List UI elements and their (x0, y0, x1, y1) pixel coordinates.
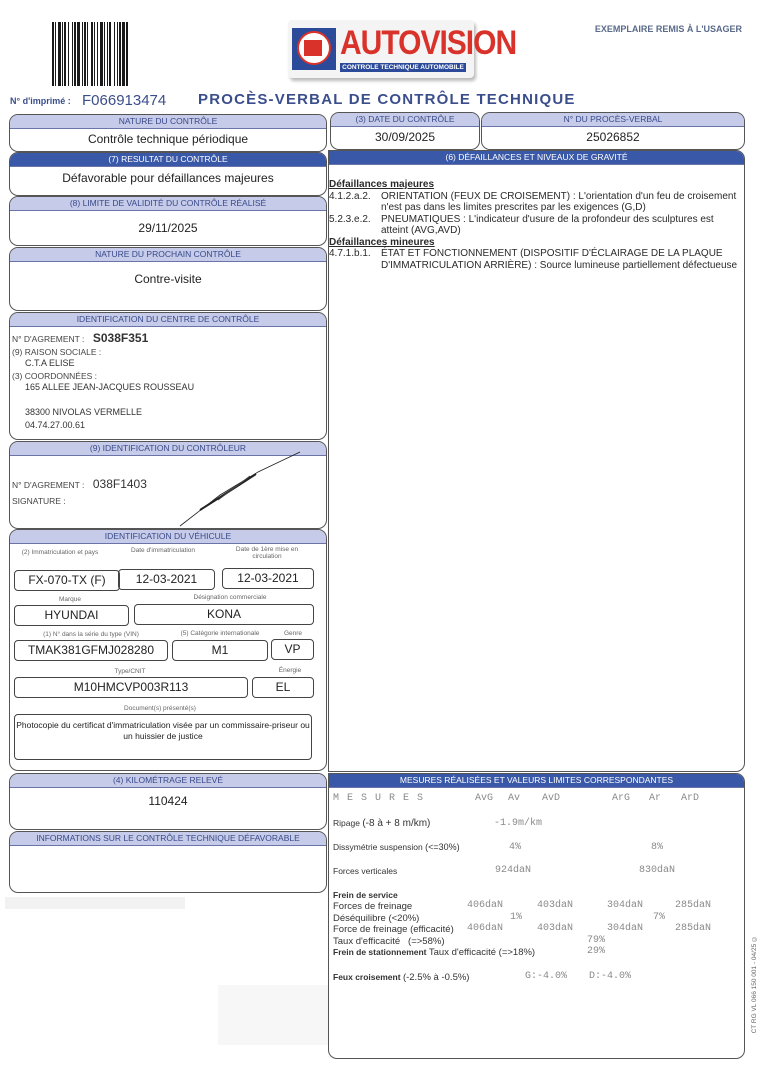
type-label: Type/CNIT (114, 668, 146, 675)
forces-vert-label: Forces verticales (333, 866, 398, 876)
barcode (52, 22, 202, 86)
num-pv-value: 25026852 (586, 130, 640, 144)
forces-vert-ar: 830daN (639, 865, 676, 876)
prochain-header: NATURE DU PROCHAIN CONTRÔLE (10, 248, 326, 262)
energie-field: EL (252, 677, 314, 698)
deseq-label: Déséquilibre (<20%) (333, 913, 420, 924)
categorie-label: (5) Catégorie internationale (180, 630, 260, 637)
forces-frein-label: Forces de freinage (333, 901, 413, 912)
taux-value: 79% (587, 935, 606, 946)
marque-field: HYUNDAI (14, 605, 129, 626)
forces-vert-av: 924daN (495, 865, 532, 876)
vin-field: TMAK381GFMJ028280 (14, 640, 168, 661)
address-line-2: 38300 NIVOLAS VERMELLE (25, 407, 143, 417)
date-circ-field: 12-03-2021 (222, 568, 314, 589)
centre-header: IDENTIFICATION DU CENTRE DE CONTRÔLE (10, 313, 326, 327)
nature-value: Contrôle technique périodique (87, 132, 249, 146)
date-circ-label: Date de 1ère mise en circulation (235, 546, 299, 560)
deseq-ar: 7% (653, 912, 666, 923)
col-ar: Ar (649, 793, 662, 804)
signature-label: SIGNATURE : (12, 496, 66, 506)
defaillance-item: 5.2.3.e.2. PNEUMATIQUES : L'indicateur d'usure de la profondeur des sculptures est atteint (AVG,AVD) (329, 213, 714, 236)
force-eff-avd: 403daN (537, 923, 574, 934)
phone: 04.74.27.00.61 (25, 420, 86, 430)
ripage-limit: (-8 à + 8 m/km) (362, 818, 431, 829)
mesures-header: MESURES RÉALISÉES ET VALEURS LIMITES CORRESPONDANTES (329, 774, 744, 788)
logo-subtitle: CONTROLE TECHNIQUE AUTOMOBILE (340, 63, 466, 72)
type-field: M10HMCVP003R113 (14, 677, 248, 698)
infos-header: INFORMATIONS SUR LE CONTRÔLE TECHNIQUE DÉFAVORABLE (10, 832, 326, 846)
majeures-title: Défaillances majeures (329, 179, 435, 190)
infos-box (9, 831, 327, 893)
resultat-header: (7) RESULTAT DU CONTRÔLE (10, 153, 326, 167)
force-eff-avg: 406daN (467, 923, 504, 934)
immat-field: FX-070-TX (F) (14, 570, 120, 591)
defaillances-header: (6) DÉFAILLANCES ET NIVEAUX DE GRAVITÉ (329, 151, 744, 165)
defaillances-box (328, 150, 745, 772)
documents-label: Document(s) présenté(s) (124, 705, 196, 712)
mineures-title: Défaillances mineures (329, 236, 435, 248)
col-arg: ArG (612, 793, 631, 804)
defaillance-item: 4.1.2.a.2. ORIENTATION (FEUX DE CROISEMENT) : L'orientation d'un feu de croisement n'est pas dans les limites prescrites par les exigences (G,D) (329, 190, 737, 213)
centre-agrement-value: S038F351 (92, 331, 149, 345)
frein-service-label: Frein de service (333, 890, 398, 900)
controleur-box (9, 441, 327, 529)
prochain-box (9, 247, 327, 311)
force-eff-label: Force de freinage (efficacité) (333, 924, 454, 935)
centre-box (9, 312, 327, 440)
page-title: PROCÈS-VERBAL DE CONTRÔLE TECHNIQUE (198, 91, 576, 108)
form-reference-code: CT RG VL 066 150 001 - 04/25 © (751, 935, 758, 1034)
date-controle-value: 30/09/2025 (374, 130, 436, 144)
kilometrage-box (9, 773, 327, 830)
controleur-header: (9) IDENTIFICATION DU CONTRÔLEUR (10, 442, 326, 456)
col-avd: AvD (542, 793, 561, 804)
date-controle-box (330, 112, 480, 150)
documents-field: Photocopie du certificat d'immatriculation visée par un commissaire-priseur ou un huissier de justice (14, 714, 312, 760)
controleur-agrement-label: N° D'AGREMENT : (12, 480, 85, 490)
num-pv-header: N° DU PROCÈS-VERBAL (482, 113, 744, 127)
nature-header: NATURE DU CONTRÔLE (10, 115, 326, 129)
genre-label: Genre (283, 630, 303, 637)
raison-sociale-value: C.T.A ELISE (25, 358, 75, 368)
immat-label: (2) Immatriculation et pays (21, 549, 99, 556)
dissym-limit: (<=30%) (425, 842, 460, 852)
vehicule-box (9, 529, 327, 771)
genre-field: VP (271, 639, 314, 660)
prochain-value: Contre-visite (134, 272, 202, 286)
date-immat-field: 12-03-2021 (118, 569, 215, 590)
defaillance-item: 4.7.1.b.1. ÉTAT ET FONCTIONNEMENT (DISPOSITIF D'ÉCLAIRAGE DE LA PLAQUE D'IMMATRICULATION ARRIÈRE) : Source lumineuse partiellement défectueuse (329, 248, 738, 271)
forces-frein-avd: 403daN (537, 900, 574, 911)
force-eff-ard: 285daN (675, 923, 712, 934)
designation-label: Désignation commerciale (193, 594, 267, 601)
resultat-value: Défavorable pour défaillances majeures (62, 171, 274, 185)
col-avg: AvG (475, 793, 494, 804)
ripage-value: -1.9m/km (494, 818, 543, 829)
nature-box (9, 114, 327, 152)
autovision-logo (288, 20, 517, 78)
kilometrage-value: 110424 (148, 794, 188, 808)
dissym-ar: 8% (651, 842, 664, 853)
energie-label: Énergie (278, 667, 302, 674)
raison-sociale-label: (9) RAISON SOCIALE : (12, 347, 102, 357)
limite-header: (8) LIMITE DE VALIDITÉ DU CONTRÔLE RÉALISÉ (10, 197, 326, 211)
address-line-1: 165 ALLEE JEAN-JACQUES ROUSSEAU (25, 382, 195, 392)
dissym-av: 4% (509, 842, 522, 853)
categorie-field: M1 (172, 640, 268, 661)
centre-agrement-label: N° D'AGREMENT : (12, 334, 85, 344)
mesures-box (328, 773, 745, 1059)
limite-box (9, 196, 327, 246)
resultat-box (9, 152, 327, 196)
forces-frein-avg: 406daN (467, 900, 504, 911)
controleur-agrement-value: 038F1403 (92, 477, 147, 491)
stationnement-value: 29% (587, 946, 606, 957)
feux-d: D:-4.0% (589, 971, 632, 982)
feux-limit: (-2.5% à -0.5%) (402, 972, 470, 983)
feux-label: Feux croisement (333, 972, 401, 982)
num-pv-box (481, 112, 745, 150)
stationnement-label: Frein de stationnement (333, 947, 427, 957)
imprime-label: N° d'imprimé : (10, 96, 71, 106)
limite-value: 29/11/2025 (138, 221, 198, 235)
imprime-value: F066913474 (82, 92, 167, 109)
stationnement-taux-label: Taux d'efficacité (=>18%) (428, 947, 536, 958)
forces-frein-ard: 285daN (675, 900, 712, 911)
vin-label: (1) N° dans la série du type (VIN) (43, 631, 139, 638)
marque-label: Marque (58, 596, 82, 603)
col-ard: ArD (681, 793, 700, 804)
forces-frein-arg: 304daN (607, 900, 644, 911)
col-av: Av (508, 793, 521, 804)
barcode-bar (128, 22, 129, 86)
exemplaire-label: EXEMPLAIRE REMIS À L'USAGER (594, 24, 742, 34)
ripage-label: Ripage (333, 818, 360, 828)
mesures-title: M E S U R E S (333, 793, 425, 804)
kilometrage-header: (4) KILOMÉTRAGE RELEVÉ (10, 774, 326, 788)
feux-g: G:-4.0% (525, 971, 568, 982)
taux-label: Taux d'efficacité (=>58%) (333, 936, 445, 947)
logo-text: AUTOVISION (340, 24, 517, 62)
deseq-av: 1% (510, 912, 523, 923)
designation-field: KONA (134, 604, 314, 625)
logo-emblem-icon (292, 28, 336, 70)
signature-image (160, 450, 310, 529)
date-immat-label: Date d'immatriculation (130, 547, 196, 554)
vehicule-header: IDENTIFICATION DU VÉHICULE (10, 530, 326, 544)
coordonnees-label: (3) COORDONNÉES : (12, 371, 98, 381)
dissym-label: Dissymétrie suspension (333, 842, 423, 852)
force-eff-arg: 304daN (607, 923, 644, 934)
date-controle-header: (3) DATE DU CONTRÔLE (331, 113, 479, 127)
